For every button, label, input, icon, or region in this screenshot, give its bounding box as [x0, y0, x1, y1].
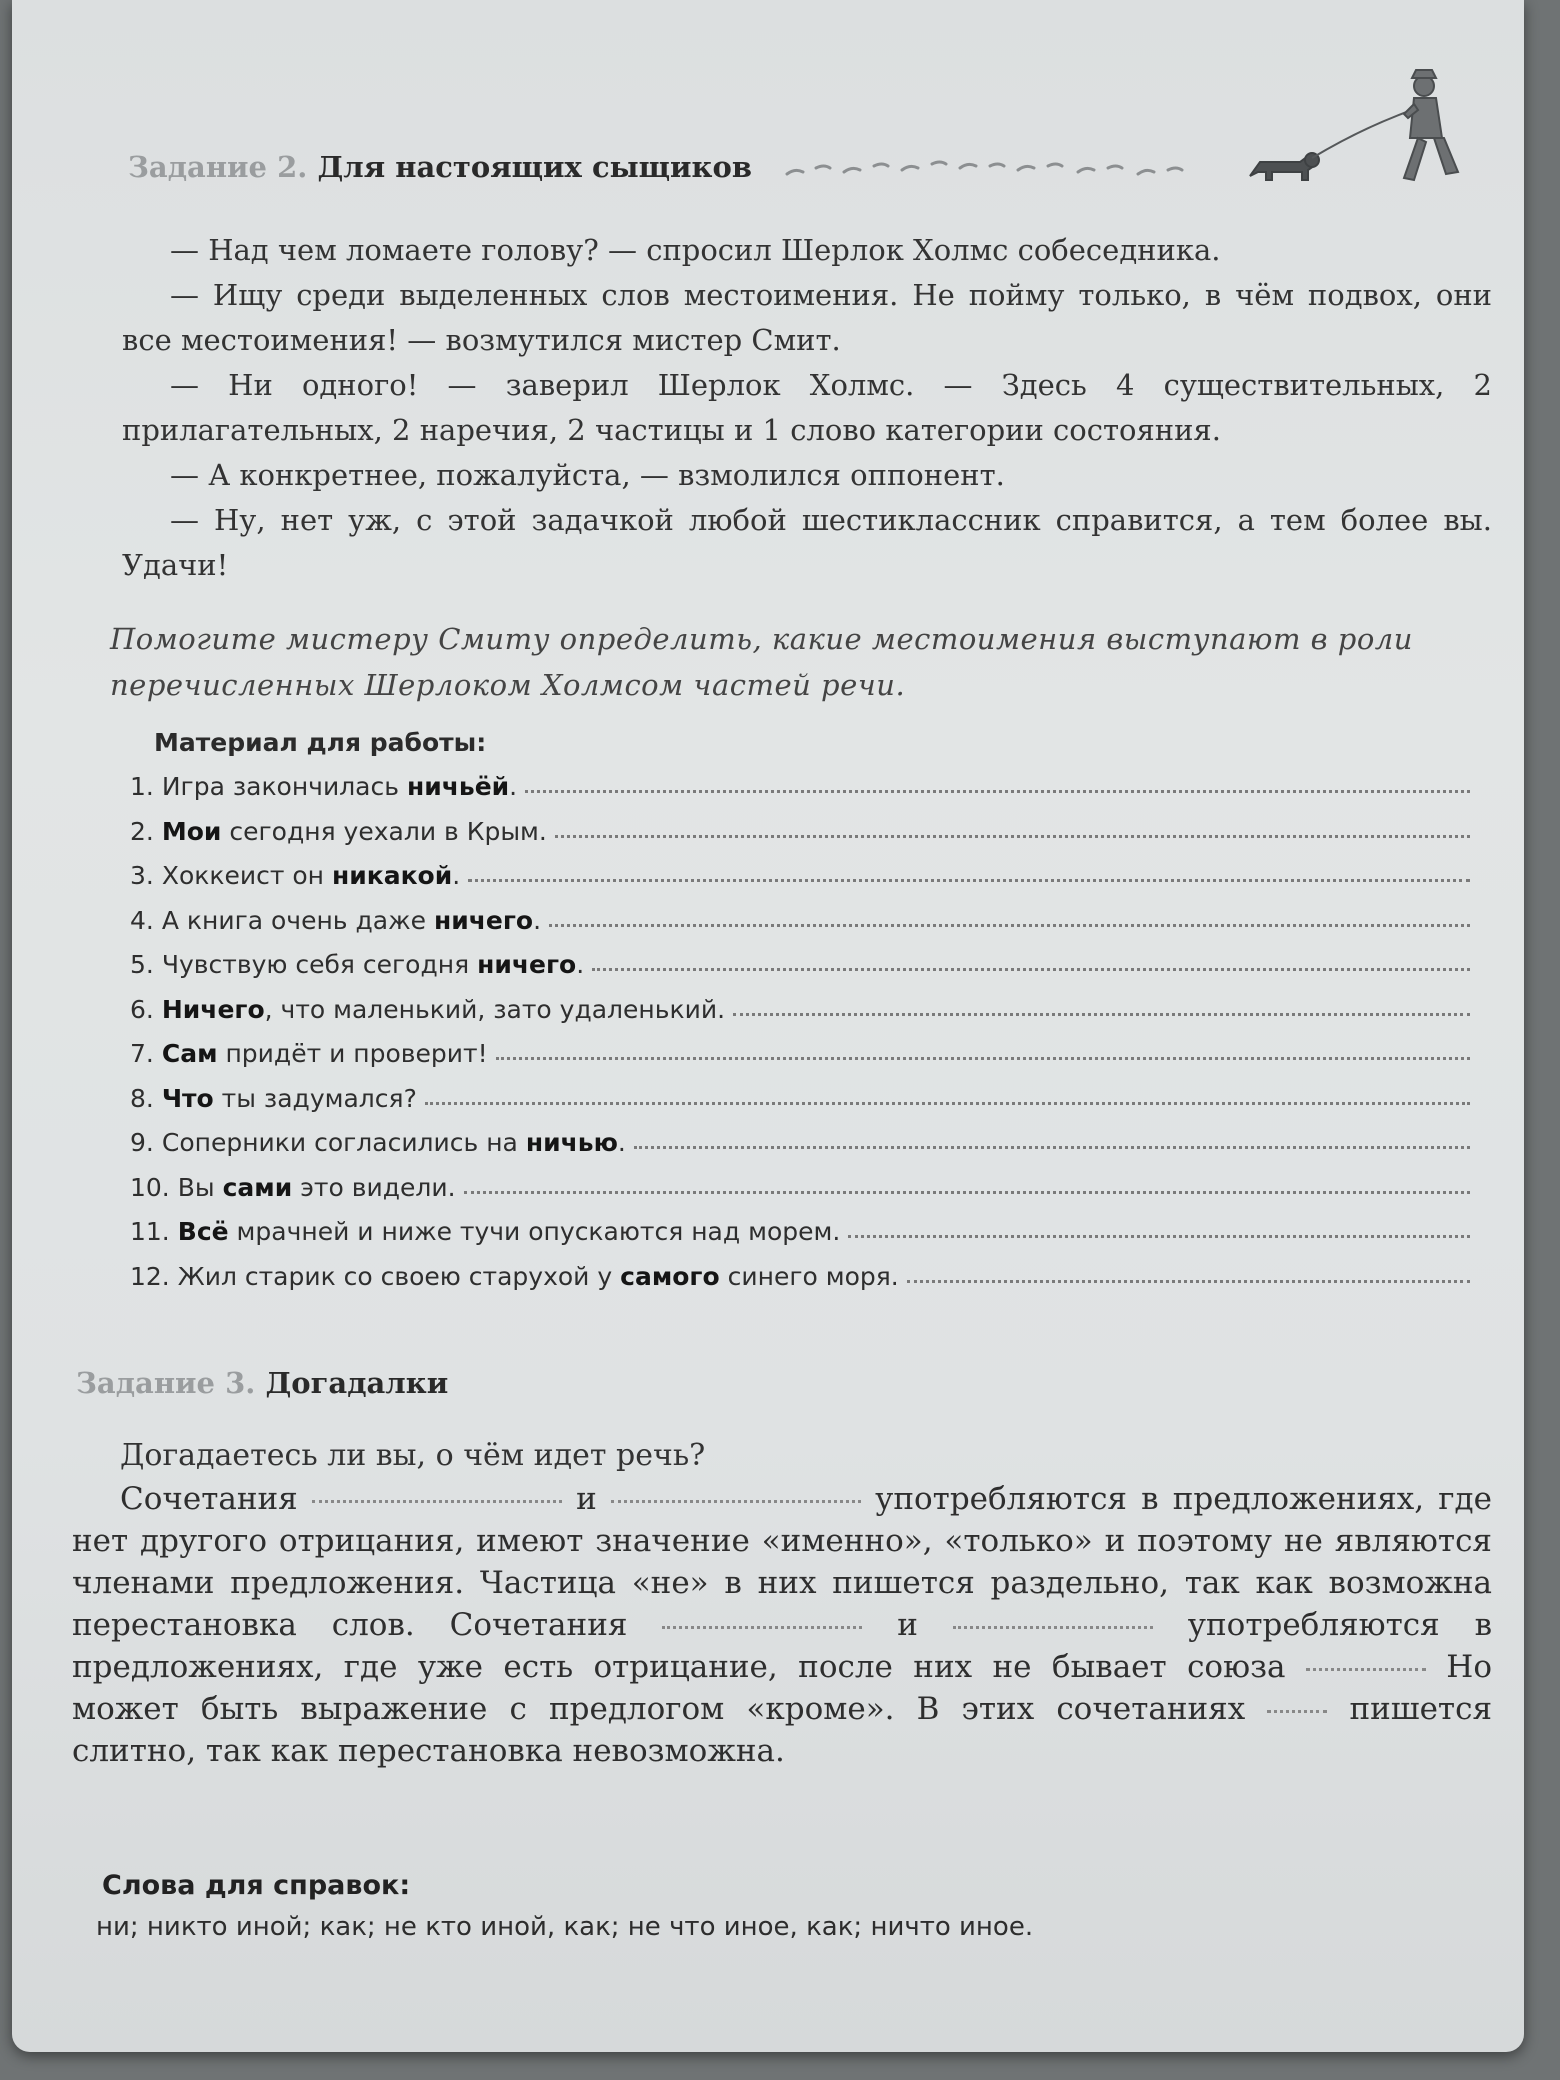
- task2-heading: [128, 150, 752, 184]
- item-text: [162, 995, 725, 1024]
- task2-title: Для настоящих сыщиков: [317, 150, 752, 184]
- item-text-before: А книга очень даже: [161, 905, 434, 935]
- exercise-item: [130, 995, 1470, 1040]
- exercise-list: [130, 772, 1470, 1306]
- footprints-decoration: [782, 148, 1222, 188]
- item-text-after: , что маленький, зато удаленький.: [264, 994, 726, 1024]
- task3-fill-paragraph: [72, 1478, 1492, 1772]
- exercise-item: [130, 1039, 1470, 1084]
- item-text: [162, 1128, 626, 1157]
- item-number: 5.: [130, 950, 154, 979]
- item-text-after: это видели.: [292, 1172, 456, 1202]
- task2-number: Задание 2.: [128, 150, 308, 184]
- item-text-after: .: [452, 861, 461, 890]
- fill-text: употребляются в предложениях, где уже есть отрицание, после них не бывает союза: [72, 1607, 1493, 1685]
- fill-text: Но может быть выражение с предлогом «кроме». В этих сочетаниях: [72, 1649, 1492, 1727]
- answer-line[interactable]: [425, 1101, 1470, 1105]
- fill-text: Сочетания: [120, 1481, 298, 1517]
- reference-words: ни; никто иной; как; не кто иной, как; не что иное, как; ничто иное.: [96, 1912, 1034, 1942]
- exercise-item: [130, 906, 1470, 951]
- exercise-item: [130, 1128, 1470, 1173]
- fill-text: употребляются в предложениях, где нет другого отрицания, имеют значение «именно», «только» и поэтому не являются членами предложения. Частица «не» в них пишется раздельно, так как возможна перестановка слов. Сочетания: [72, 1481, 1492, 1643]
- item-highlighted-word: ничего: [477, 950, 577, 979]
- item-text-after: ты задумался?: [213, 1083, 417, 1113]
- answer-line[interactable]: [549, 923, 1470, 927]
- item-text-after: .: [576, 950, 585, 979]
- item-number: 8.: [130, 1083, 154, 1113]
- exercise-item: [130, 1262, 1470, 1307]
- item-text: [162, 906, 541, 935]
- item-text-after: сегодня уехали в Крым.: [221, 816, 547, 846]
- item-highlighted-word: Ничего: [161, 994, 265, 1024]
- dialogue-text: [122, 228, 1492, 588]
- task2-instruction: Помогите мистеру Смиту определить, какие местоимения выступают в роли перечисленных Шерлоком Холмсом частей речи.: [110, 622, 1413, 702]
- answer-line[interactable]: [907, 1279, 1470, 1283]
- task3-title: Догадалки: [265, 1366, 449, 1400]
- exercise-item: [130, 950, 1470, 995]
- blank-3[interactable]: [662, 1625, 862, 1629]
- reference-title: Слова для справок:: [102, 1870, 411, 1901]
- item-number: 11.: [130, 1217, 170, 1246]
- fill-text: и: [897, 1607, 918, 1643]
- item-highlighted-word: ничего: [433, 905, 534, 935]
- item-number: 3.: [130, 861, 154, 890]
- item-text-before: Чувствую себя сегодня: [161, 950, 478, 979]
- item-number: 6.: [130, 994, 154, 1024]
- answer-line[interactable]: [525, 789, 1470, 793]
- detective-dog-illustration: [1242, 68, 1482, 198]
- exercise-item: [130, 1217, 1470, 1262]
- item-text: [162, 1039, 488, 1068]
- blank-5[interactable]: [1306, 1667, 1426, 1671]
- item-text: [178, 1262, 899, 1291]
- task3-number: Задание 3.: [76, 1366, 256, 1400]
- item-highlighted-word: Что: [161, 1083, 214, 1113]
- blank-2[interactable]: [611, 1499, 861, 1503]
- item-text-before: Хоккеист он: [161, 861, 332, 890]
- item-text: [162, 772, 517, 801]
- exercise-item: [130, 861, 1470, 906]
- item-highlighted-word: ничьёй: [406, 772, 510, 801]
- item-text-before: Вы: [177, 1172, 223, 1202]
- item-text-before: Игра закончилась: [161, 772, 407, 801]
- item-text-after: .: [533, 905, 542, 935]
- exercise-item: [130, 1084, 1470, 1129]
- item-highlighted-word: самого: [620, 1261, 720, 1291]
- fill-text: пишется слитно, так как перестановка невозможна.: [72, 1691, 1492, 1769]
- exercise-item: [130, 772, 1470, 817]
- item-text-before: Жил старик со своею старухой у: [177, 1261, 621, 1291]
- item-number: 10.: [130, 1172, 170, 1202]
- item-text-before: Соперники согласились на: [161, 1128, 526, 1157]
- item-number: 4.: [130, 905, 154, 935]
- answer-line[interactable]: [592, 967, 1470, 971]
- item-highlighted-word: сами: [222, 1172, 293, 1202]
- answer-line[interactable]: [468, 878, 1470, 882]
- answer-line[interactable]: [634, 1145, 1470, 1149]
- item-highlighted-word: Сам: [161, 1039, 218, 1068]
- item-number: 12.: [130, 1261, 170, 1291]
- item-text: [178, 1173, 456, 1202]
- item-highlighted-word: Всё: [177, 1217, 229, 1246]
- exercise-item: [130, 817, 1470, 862]
- answer-line[interactable]: [464, 1190, 1470, 1194]
- dialogue-line: — А конкретнее, пожалуйста, — взмолился оппонент.: [170, 458, 1005, 492]
- answer-line[interactable]: [733, 1012, 1470, 1016]
- dialogue-line: — Ни одного! — заверил Шерлок Холмс. — Здесь 4 существительных, 2 прилагательных, 2 наречия, 2 частицы и 1 слово категории состояния.: [122, 368, 1492, 447]
- item-highlighted-word: никакой: [331, 861, 453, 890]
- item-text: [162, 817, 547, 846]
- item-text: [162, 861, 460, 890]
- item-text-after: .: [617, 1128, 626, 1157]
- item-text: [162, 950, 584, 979]
- item-text: [178, 1217, 841, 1246]
- material-title: Материал для работы:: [154, 728, 487, 757]
- exercise-item: [130, 1173, 1470, 1218]
- dialogue-line: — Ну, нет уж, с этой задачкой любой шестиклассник справится, а тем более вы. Удачи!: [122, 503, 1492, 582]
- task3-heading: [76, 1366, 448, 1400]
- answer-line[interactable]: [848, 1234, 1470, 1238]
- item-highlighted-word: Мои: [161, 816, 222, 846]
- item-number: 1.: [130, 772, 154, 801]
- fill-text: и: [576, 1481, 597, 1517]
- answer-line[interactable]: [496, 1056, 1470, 1060]
- item-text: [162, 1084, 417, 1113]
- dialogue-line: — Над чем ломаете голову? — спросил Шерлок Холмс собеседника.: [170, 233, 1221, 267]
- item-highlighted-word: ничью: [525, 1128, 618, 1157]
- blank-4[interactable]: [953, 1625, 1153, 1629]
- answer-line[interactable]: [555, 834, 1470, 838]
- dialogue-line: — Ищу среди выделенных слов местоимения. Не пойму только, в чём подвох, они все местоимения! — возмутился мистер Смит.: [122, 278, 1492, 357]
- blank-1[interactable]: [312, 1499, 562, 1503]
- item-text-after: .: [509, 772, 518, 801]
- item-text-after: синего моря.: [719, 1261, 899, 1291]
- blank-6[interactable]: [1267, 1709, 1327, 1713]
- item-number: 2.: [130, 816, 154, 846]
- item-number: 9.: [130, 1128, 154, 1157]
- task3-question: Догадаетесь ли вы, о чём идет речь?: [120, 1438, 706, 1473]
- item-text-after: придёт и проверит!: [217, 1039, 488, 1068]
- textbook-page: [12, 0, 1524, 2052]
- item-text-after: мрачней и ниже тучи опускаются над морем.: [228, 1217, 841, 1246]
- item-number: 7.: [130, 1039, 154, 1068]
